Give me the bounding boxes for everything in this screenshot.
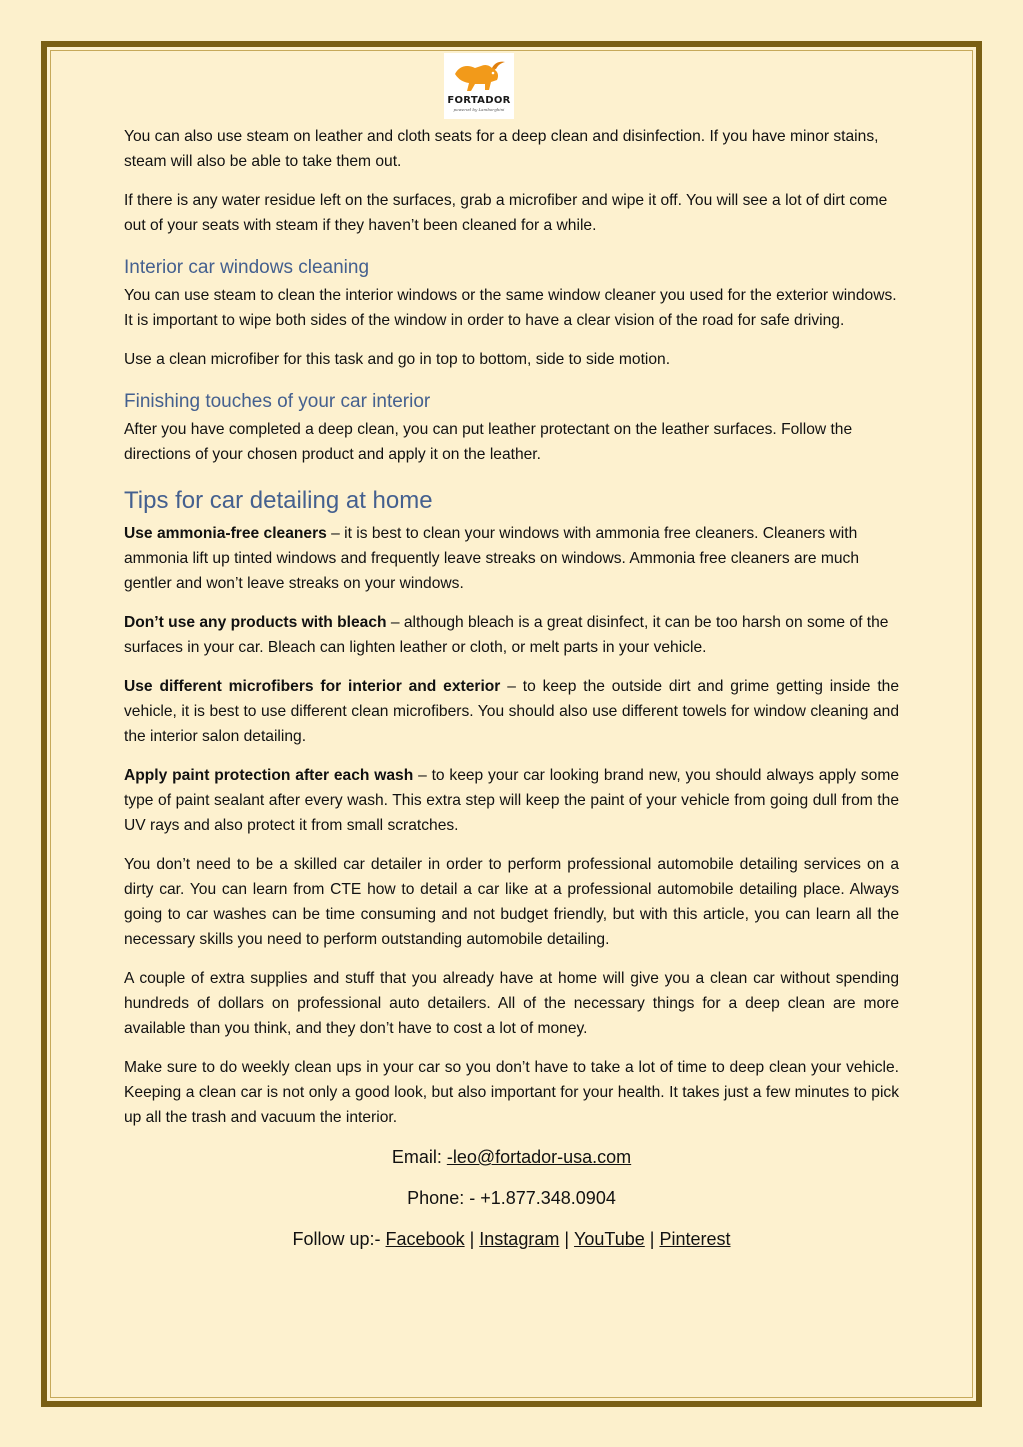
pinterest-link[interactable]: Pinterest xyxy=(659,1229,731,1249)
tip-title: Use ammonia-free cleaners xyxy=(124,525,327,542)
tip-text: – to keep your car looking brand new, you should always apply some type of paint sealant after every wash. This extra step will keep the paint of your vehicle from going dull from the UV rays and also protect it from small scratches. xyxy=(124,767,899,834)
tip-title: Use different microfibers for interior and exterior xyxy=(124,678,501,695)
article-body xyxy=(124,124,899,1267)
follow-label: Follow up:- xyxy=(292,1229,386,1249)
link-separator: | xyxy=(644,1229,660,1249)
paragraph-closing-2: A couple of extra supplies and stuff that you already have at home will give you a clean car without spending hundreds of dollars on professional auto detailers. All of the necessary things for a deep clean are more available than you think, and they don’t have to cost a lot of money. xyxy=(124,970,899,1037)
instagram-link[interactable]: Instagram xyxy=(479,1229,560,1249)
facebook-link[interactable]: Facebook xyxy=(385,1229,465,1249)
youtube-link[interactable]: YouTube xyxy=(574,1229,645,1249)
fortador-logo xyxy=(444,53,514,119)
paragraph-closing-3: Make sure to do weekly clean ups in your car so you don’t have to take a lot of time to deep clean your vehicle. Keeping a clean car is not only a good look, but also important for your health. It takes just a few minutes to pick up all the trash and vacuum the interior. xyxy=(124,1059,899,1126)
email-link[interactable]: -leo@fortador-usa.com xyxy=(446,1147,632,1167)
bull-icon xyxy=(451,60,507,94)
paragraph-closing-1: You don’t need to be a skilled car detailer in order to perform professional automobile detailing services on a dirty car. You can learn from CTE how to detail a car like at a professional automobile detailing place. Always going to car washes can be time consuming and not budget friendly, but with this article, you can learn all the necessary skills you need to perform outstanding automobile detailing. xyxy=(124,856,899,948)
heading-windows: Interior car windows cleaning xyxy=(124,257,370,278)
email-label: Email: xyxy=(391,1147,447,1167)
logo-tagline: powered by Lamborghini xyxy=(453,107,505,112)
paragraph-windows-1: You can use steam to clean the interior windows or the same window cleaner you used for the exterior windows. It is important to wipe both sides of the window in order to have a clear vision of the road for safe driving. xyxy=(124,287,897,329)
tip-title: Apply paint protection after each wash xyxy=(124,767,414,784)
tip-ammonia xyxy=(124,521,899,596)
tip-bleach xyxy=(124,610,899,660)
tip-text: – it is best to clean your windows with ammonia free cleaners. Cleaners with ammonia lift up tinted windows and frequently leave streaks on windows. Ammonia free cleaners are much gentler and won’t leave streaks on your windows. xyxy=(124,525,860,592)
paragraph-steam-1: You can also use steam on leather and cloth seats for a deep clean and disinfection. If you have minor stains, steam will also be able to take them out. xyxy=(124,128,879,170)
logo-brand-text: FORTADOR xyxy=(447,95,511,106)
contact-block xyxy=(124,1144,899,1252)
tip-paint-protection xyxy=(124,763,899,838)
paragraph-steam-2: If there is any water residue left on the surfaces, grab a microfiber and wipe it off. You will see a lot of dirt come out of your seats with steam if they haven’t been cleaned for a while. xyxy=(124,192,888,234)
tip-title: Don’t use any products with bleach xyxy=(124,614,387,631)
tip-microfibers xyxy=(124,674,899,749)
tip-text: – to keep the outside dirt and grime getting inside the vehicle, it is best to use different clean microfibers. You should also use different towels for window cleaning and the interior salon detailing. xyxy=(124,678,899,745)
link-separator: | xyxy=(464,1229,480,1249)
paragraph-finishing-1: After you have completed a deep clean, you can put leather protectant on the leather surfaces. Follow the directions of your chosen product and apply it on the leather. xyxy=(124,421,853,463)
follow-row xyxy=(124,1226,899,1252)
heading-finishing: Finishing touches of your car interior xyxy=(124,391,431,412)
paragraph-windows-2: Use a clean microfiber for this task and go in top to bottom, side to side motion. xyxy=(124,351,671,368)
email-row xyxy=(124,1144,899,1170)
tip-text: – although bleach is a great disinfect, it can be too harsh on some of the surfaces in your car. Bleach can lighten leather or cloth, or melt parts in your vehicle. xyxy=(124,614,889,656)
link-separator: | xyxy=(559,1229,575,1249)
heading-tips: Tips for car detailing at home xyxy=(124,487,433,514)
phone-row: Phone: - +1.877.348.0904 xyxy=(407,1188,616,1208)
